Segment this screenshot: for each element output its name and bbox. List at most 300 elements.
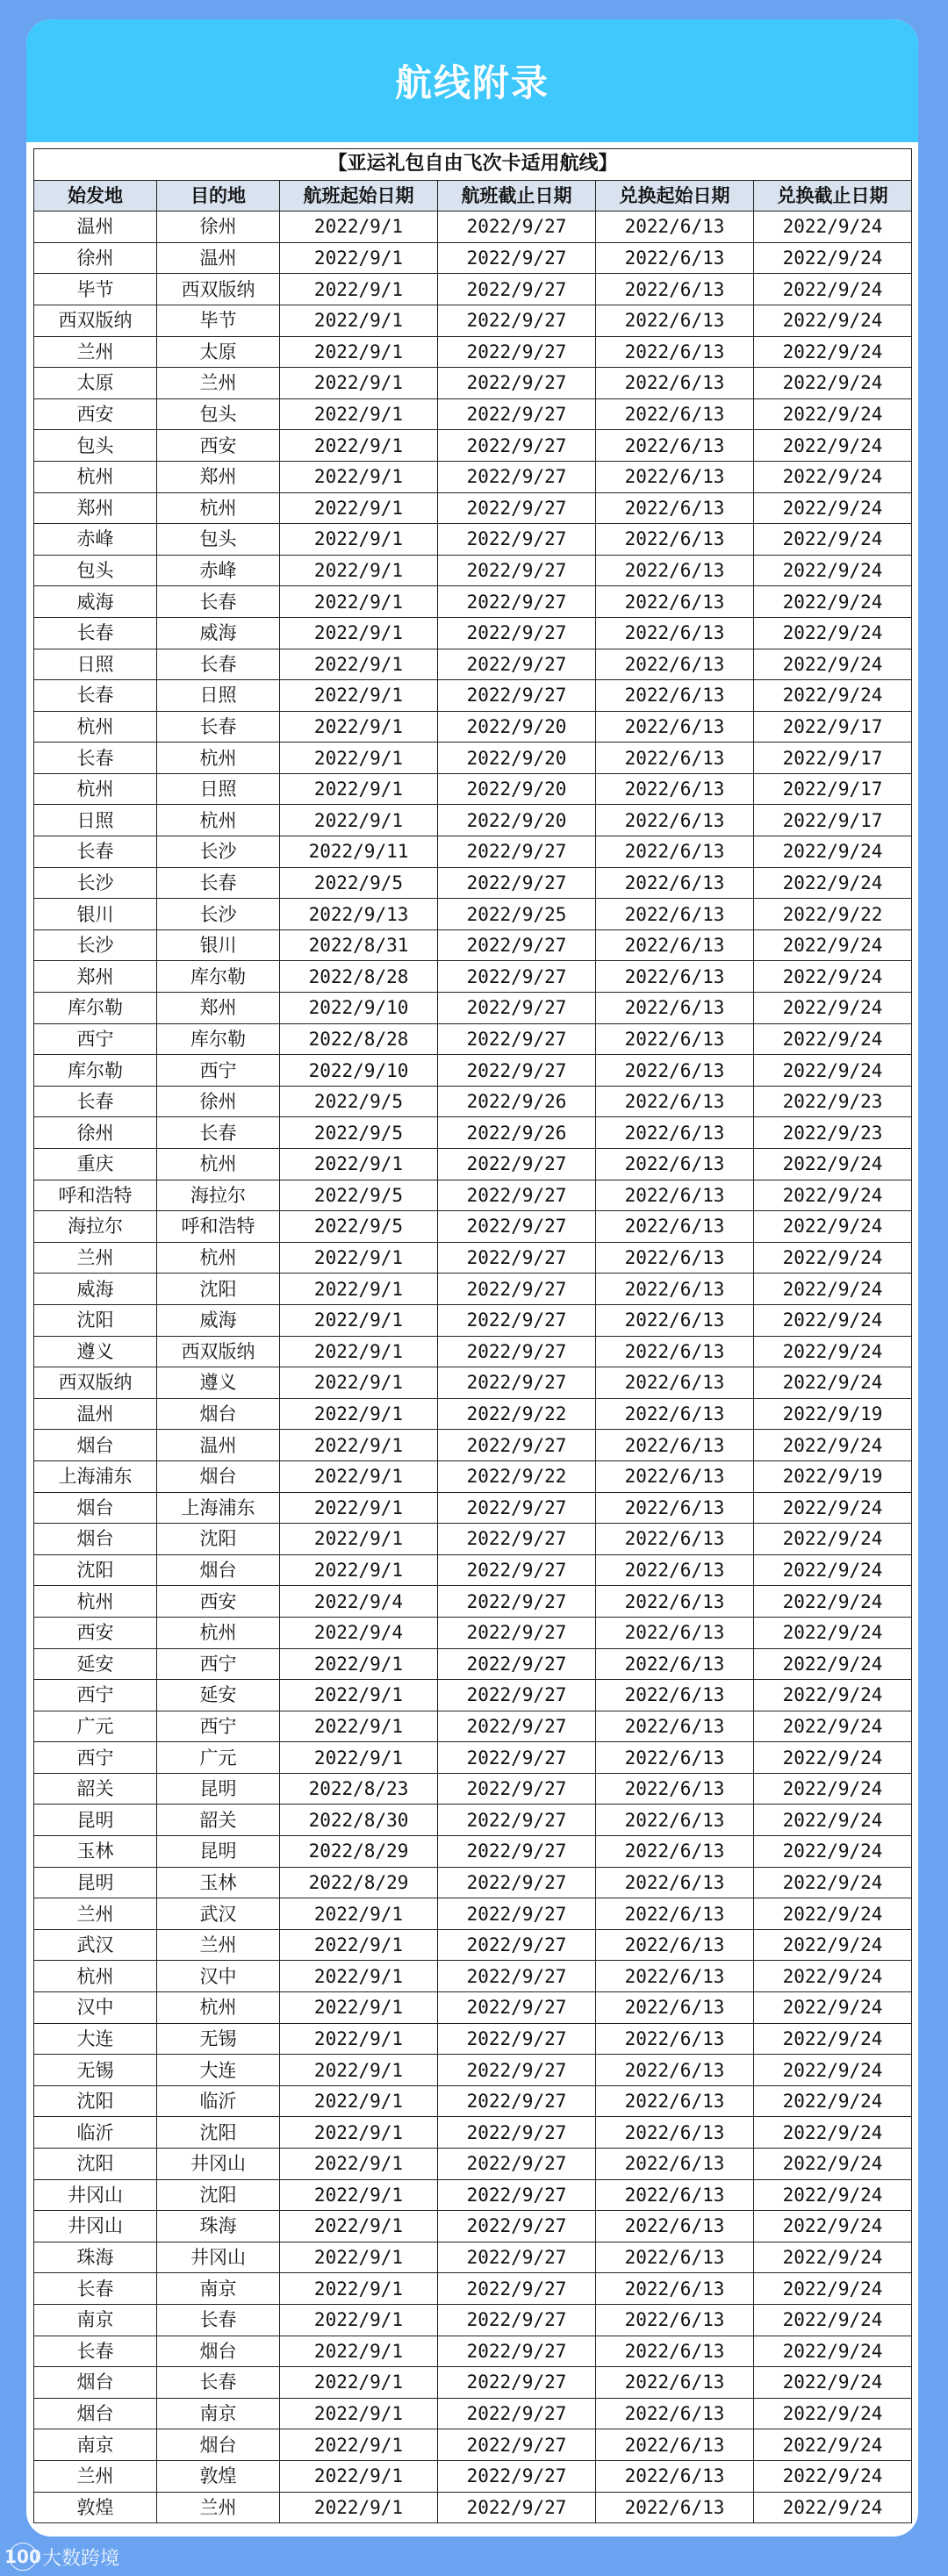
table-row	[34, 2149, 912, 2180]
table-row	[34, 836, 912, 868]
cell-destination: 温州	[157, 1430, 280, 1461]
cell-flight-end-date: 2022/9/27	[438, 1805, 596, 1836]
table-row	[34, 1211, 912, 1243]
cell-redeem-end-date: 2022/9/24	[754, 1836, 912, 1868]
cell-destination: 昆明	[157, 1836, 280, 1868]
cell-flight-end-date: 2022/9/27	[438, 492, 596, 524]
column-header-flight-start-date: 航班起始日期	[280, 180, 438, 212]
cell-flight-end-date: 2022/9/27	[438, 586, 596, 618]
cell-flight-start-date: 2022/9/1	[280, 2273, 438, 2305]
table-row	[34, 680, 912, 712]
table-row	[34, 743, 912, 774]
cell-redeem-end-date: 2022/9/24	[754, 555, 912, 586]
table-row	[34, 993, 912, 1024]
cell-origin: 西宁	[34, 1680, 157, 1711]
cell-flight-end-date: 2022/9/27	[438, 2304, 596, 2336]
cell-flight-start-date: 2022/9/1	[280, 1898, 438, 1930]
cell-destination: 遵义	[157, 1367, 280, 1399]
cell-origin: 临沂	[34, 2117, 157, 2149]
cell-destination: 杭州	[157, 492, 280, 524]
cell-redeem-end-date: 2022/9/24	[754, 242, 912, 274]
cell-redeem-end-date: 2022/9/24	[754, 2179, 912, 2211]
table-row	[34, 1929, 912, 1961]
cell-destination: 烟台	[157, 2336, 280, 2367]
cell-redeem-start-date: 2022/6/13	[596, 1149, 754, 1180]
table-title-row	[34, 149, 912, 181]
table-row	[34, 2242, 912, 2273]
cell-origin: 烟台	[34, 2367, 157, 2399]
cell-origin: 南京	[34, 2429, 157, 2461]
cell-origin: 徐州	[34, 1117, 157, 1149]
cell-redeem-start-date: 2022/6/13	[596, 1524, 754, 1555]
cell-origin: 呼和浩特	[34, 1180, 157, 1211]
cell-flight-end-date: 2022/9/27	[438, 2055, 596, 2086]
cell-flight-start-date: 2022/9/1	[280, 1742, 438, 1774]
cell-redeem-start-date: 2022/6/13	[596, 1180, 754, 1211]
cell-redeem-end-date: 2022/9/23	[754, 1086, 912, 1117]
cell-redeem-start-date: 2022/6/13	[596, 1086, 754, 1117]
cell-destination: 西双版纳	[157, 1336, 280, 1367]
table-row	[34, 1149, 912, 1180]
cell-origin: 昆明	[34, 1867, 157, 1898]
table-row	[34, 2085, 912, 2117]
watermark-text: 大数跨境	[42, 2547, 120, 2570]
cell-redeem-end-date: 2022/9/24	[754, 1617, 912, 1648]
cell-flight-end-date: 2022/9/27	[438, 1711, 596, 1742]
cell-destination: 徐州	[157, 1086, 280, 1117]
cell-redeem-end-date: 2022/9/24	[754, 2211, 912, 2242]
table-row	[34, 1711, 912, 1742]
cell-redeem-start-date: 2022/6/13	[596, 1274, 754, 1305]
cell-redeem-start-date: 2022/6/13	[596, 1742, 754, 1774]
cell-destination: 汉中	[157, 1961, 280, 1992]
cell-destination: 西安	[157, 1586, 280, 1618]
cell-flight-end-date: 2022/9/27	[438, 867, 596, 899]
cell-redeem-start-date: 2022/6/13	[596, 368, 754, 399]
cell-redeem-end-date: 2022/9/24	[754, 1149, 912, 1180]
cell-redeem-end-date: 2022/9/24	[754, 461, 912, 492]
cell-flight-end-date: 2022/9/27	[438, 1430, 596, 1461]
cell-flight-start-date: 2022/9/1	[280, 2149, 438, 2180]
table-row	[34, 212, 912, 243]
cell-flight-start-date: 2022/9/1	[280, 2211, 438, 2242]
table-row	[34, 1274, 912, 1305]
cell-destination: 敦煌	[157, 2460, 280, 2492]
cell-redeem-start-date: 2022/6/13	[596, 242, 754, 274]
cell-flight-end-date: 2022/9/27	[438, 1773, 596, 1805]
cell-redeem-end-date: 2022/9/24	[754, 2398, 912, 2429]
cell-redeem-start-date: 2022/6/13	[596, 711, 754, 743]
cell-destination: 呼和浩特	[157, 1211, 280, 1243]
cell-destination: 大连	[157, 2055, 280, 2086]
table-row	[34, 524, 912, 556]
cell-redeem-end-date: 2022/9/24	[754, 929, 912, 961]
cell-redeem-end-date: 2022/9/24	[754, 336, 912, 368]
cell-flight-end-date: 2022/9/27	[438, 993, 596, 1024]
cell-origin: 上海浦东	[34, 1460, 157, 1492]
cell-flight-end-date: 2022/9/27	[438, 1336, 596, 1367]
cell-redeem-end-date: 2022/9/24	[754, 2117, 912, 2149]
watermark	[4, 2543, 120, 2571]
cell-destination: 兰州	[157, 2492, 280, 2523]
table-row	[34, 492, 912, 524]
cell-flight-end-date: 2022/9/27	[438, 2492, 596, 2523]
cell-redeem-end-date: 2022/9/24	[754, 1992, 912, 2024]
cell-redeem-end-date: 2022/9/24	[754, 274, 912, 305]
cell-flight-end-date: 2022/9/27	[438, 836, 596, 868]
cell-redeem-start-date: 2022/6/13	[596, 2398, 754, 2429]
route-table	[33, 148, 912, 2523]
cell-flight-start-date: 2022/9/1	[280, 336, 438, 368]
cell-destination: 广元	[157, 1742, 280, 1774]
route-table-container	[33, 148, 911, 2523]
table-row	[34, 274, 912, 305]
cell-redeem-end-date: 2022/9/24	[754, 524, 912, 556]
cell-flight-end-date: 2022/9/27	[438, 1524, 596, 1555]
cell-redeem-end-date: 2022/9/19	[754, 1460, 912, 1492]
cell-flight-end-date: 2022/9/27	[438, 2336, 596, 2367]
cell-flight-start-date: 2022/9/1	[280, 1336, 438, 1367]
cell-destination: 长沙	[157, 899, 280, 930]
cell-flight-start-date: 2022/9/1	[280, 492, 438, 524]
cell-redeem-start-date: 2022/6/13	[596, 993, 754, 1024]
cell-flight-end-date: 2022/9/27	[438, 1492, 596, 1524]
cell-origin: 杭州	[34, 461, 157, 492]
cell-flight-end-date: 2022/9/26	[438, 1117, 596, 1149]
cell-origin: 沈阳	[34, 1554, 157, 1586]
cell-origin: 井冈山	[34, 2179, 157, 2211]
page-header	[26, 19, 918, 142]
cell-destination: 韶关	[157, 1805, 280, 1836]
cell-redeem-start-date: 2022/6/13	[596, 680, 754, 712]
cell-destination: 长春	[157, 867, 280, 899]
cell-origin: 长春	[34, 617, 157, 649]
table-row	[34, 1304, 912, 1336]
cell-redeem-end-date: 2022/9/24	[754, 1867, 912, 1898]
cell-origin: 兰州	[34, 1898, 157, 1930]
cell-flight-end-date: 2022/9/27	[438, 1898, 596, 1930]
cell-redeem-end-date: 2022/9/24	[754, 1023, 912, 1055]
cell-flight-end-date: 2022/9/27	[438, 1304, 596, 1336]
cell-redeem-start-date: 2022/6/13	[596, 2055, 754, 2086]
cell-redeem-start-date: 2022/6/13	[596, 1460, 754, 1492]
cell-redeem-start-date: 2022/6/13	[596, 1055, 754, 1087]
cell-redeem-start-date: 2022/6/13	[596, 773, 754, 805]
cell-destination: 长春	[157, 1117, 280, 1149]
table-row	[34, 1023, 912, 1055]
cell-origin: 徐州	[34, 242, 157, 274]
cell-origin: 烟台	[34, 1492, 157, 1524]
cell-destination: 临沂	[157, 2085, 280, 2117]
cell-flight-start-date: 2022/9/1	[280, 711, 438, 743]
cell-flight-end-date: 2022/9/27	[438, 1149, 596, 1180]
cell-redeem-end-date: 2022/9/24	[754, 305, 912, 336]
cell-destination: 日照	[157, 680, 280, 712]
cell-redeem-end-date: 2022/9/24	[754, 617, 912, 649]
cell-destination: 珠海	[157, 2211, 280, 2242]
cell-origin: 郑州	[34, 492, 157, 524]
cell-origin: 太原	[34, 368, 157, 399]
cell-flight-start-date: 2022/9/5	[280, 1180, 438, 1211]
cell-redeem-start-date: 2022/6/13	[596, 1117, 754, 1149]
cell-origin: 威海	[34, 1274, 157, 1305]
cell-flight-start-date: 2022/9/1	[280, 1149, 438, 1180]
cell-redeem-end-date: 2022/9/24	[754, 1929, 912, 1961]
cell-destination: 库尔勒	[157, 1023, 280, 1055]
cell-destination: 温州	[157, 242, 280, 274]
cell-flight-end-date: 2022/9/22	[438, 1460, 596, 1492]
cell-destination: 杭州	[157, 1992, 280, 2024]
cell-redeem-end-date: 2022/9/24	[754, 1492, 912, 1524]
cell-origin: 长春	[34, 1086, 157, 1117]
cell-destination: 井冈山	[157, 2149, 280, 2180]
cell-origin: 长春	[34, 836, 157, 868]
cell-redeem-start-date: 2022/6/13	[596, 836, 754, 868]
cell-destination: 长春	[157, 711, 280, 743]
cell-flight-start-date: 2022/9/1	[280, 555, 438, 586]
table-row	[34, 2304, 912, 2336]
cell-flight-start-date: 2022/9/1	[280, 2023, 438, 2055]
table-row	[34, 961, 912, 993]
cell-flight-end-date: 2022/9/27	[438, 961, 596, 993]
column-header-origin: 始发地	[34, 180, 157, 212]
cell-redeem-start-date: 2022/6/13	[596, 1773, 754, 1805]
column-header-redeem-start-date: 兑换起始日期	[596, 180, 754, 212]
table-row	[34, 929, 912, 961]
cell-redeem-start-date: 2022/6/13	[596, 305, 754, 336]
cell-redeem-start-date: 2022/6/13	[596, 617, 754, 649]
cell-flight-end-date: 2022/9/27	[438, 242, 596, 274]
cell-flight-start-date: 2022/8/28	[280, 961, 438, 993]
cell-flight-end-date: 2022/9/27	[438, 524, 596, 556]
cell-flight-end-date: 2022/9/20	[438, 711, 596, 743]
cell-origin: 温州	[34, 1398, 157, 1430]
cell-origin: 兰州	[34, 336, 157, 368]
cell-redeem-end-date: 2022/9/24	[754, 993, 912, 1024]
cell-flight-end-date: 2022/9/27	[438, 929, 596, 961]
cell-redeem-start-date: 2022/6/13	[596, 2304, 754, 2336]
cell-flight-start-date: 2022/9/1	[280, 2429, 438, 2461]
cell-origin: 日照	[34, 805, 157, 836]
cell-flight-end-date: 2022/9/27	[438, 2398, 596, 2429]
table-row	[34, 398, 912, 430]
cell-flight-start-date: 2022/9/1	[280, 1274, 438, 1305]
table-row	[34, 2273, 912, 2305]
cell-flight-end-date: 2022/9/27	[438, 1023, 596, 1055]
cell-flight-start-date: 2022/8/28	[280, 1023, 438, 1055]
cell-redeem-start-date: 2022/6/13	[596, 2336, 754, 2367]
cell-flight-start-date: 2022/9/1	[280, 1961, 438, 1992]
cell-origin: 西宁	[34, 1742, 157, 1774]
cell-destination: 延安	[157, 1680, 280, 1711]
cell-origin: 广元	[34, 1711, 157, 1742]
cell-redeem-start-date: 2022/6/13	[596, 336, 754, 368]
cell-redeem-start-date: 2022/6/13	[596, 1836, 754, 1868]
cell-origin: 无锡	[34, 2055, 157, 2086]
cell-origin: 汉中	[34, 1992, 157, 2024]
cell-flight-start-date: 2022/9/1	[280, 2492, 438, 2523]
table-row	[34, 2398, 912, 2429]
cell-redeem-end-date: 2022/9/19	[754, 1398, 912, 1430]
cell-flight-end-date: 2022/9/27	[438, 2179, 596, 2211]
cell-redeem-end-date: 2022/9/24	[754, 1805, 912, 1836]
table-row	[34, 1336, 912, 1367]
cell-redeem-start-date: 2022/6/13	[596, 1398, 754, 1430]
cell-flight-start-date: 2022/9/10	[280, 993, 438, 1024]
cell-redeem-end-date: 2022/9/24	[754, 1586, 912, 1618]
cell-redeem-end-date: 2022/9/24	[754, 1180, 912, 1211]
cell-flight-end-date: 2022/9/27	[438, 1992, 596, 2024]
table-row	[34, 1898, 912, 1930]
cell-redeem-end-date: 2022/9/24	[754, 2242, 912, 2273]
cell-redeem-start-date: 2022/6/13	[596, 1211, 754, 1243]
cell-redeem-start-date: 2022/6/13	[596, 1367, 754, 1399]
cell-redeem-start-date: 2022/6/13	[596, 274, 754, 305]
cell-origin: 西安	[34, 398, 157, 430]
cell-flight-start-date: 2022/9/1	[280, 242, 438, 274]
cell-origin: 西安	[34, 1617, 157, 1648]
cell-destination: 徐州	[157, 212, 280, 243]
cell-origin: 长春	[34, 743, 157, 774]
cell-flight-start-date: 2022/8/29	[280, 1867, 438, 1898]
table-row	[34, 2211, 912, 2242]
cell-flight-end-date: 2022/9/27	[438, 1554, 596, 1586]
cell-origin: 银川	[34, 899, 157, 930]
cell-destination: 郑州	[157, 461, 280, 492]
watermark-logo-icon: 100	[9, 2543, 37, 2571]
cell-destination: 烟台	[157, 2429, 280, 2461]
cell-redeem-end-date: 2022/9/24	[754, 1554, 912, 1586]
table-row	[34, 1836, 912, 1868]
cell-flight-start-date: 2022/9/4	[280, 1586, 438, 1618]
cell-flight-end-date: 2022/9/27	[438, 1867, 596, 1898]
cell-flight-start-date: 2022/9/1	[280, 1304, 438, 1336]
cell-origin: 杭州	[34, 1586, 157, 1618]
cell-redeem-start-date: 2022/6/13	[596, 1648, 754, 1680]
cell-flight-start-date: 2022/9/1	[280, 743, 438, 774]
table-row	[34, 2055, 912, 2086]
table-row	[34, 368, 912, 399]
cell-redeem-start-date: 2022/6/13	[596, 649, 754, 680]
cell-flight-start-date: 2022/9/1	[280, 461, 438, 492]
table-row	[34, 1805, 912, 1836]
table-row	[34, 430, 912, 462]
table-row	[34, 1867, 912, 1898]
table-row	[34, 1961, 912, 1992]
cell-destination: 包头	[157, 398, 280, 430]
cell-flight-start-date: 2022/9/1	[280, 2085, 438, 2117]
cell-origin: 沈阳	[34, 1304, 157, 1336]
cell-redeem-start-date: 2022/6/13	[596, 2429, 754, 2461]
cell-redeem-end-date: 2022/9/24	[754, 1211, 912, 1243]
cell-flight-start-date: 2022/9/1	[280, 2179, 438, 2211]
cell-destination: 沈阳	[157, 2117, 280, 2149]
cell-flight-end-date: 2022/9/27	[438, 555, 596, 586]
cell-redeem-end-date: 2022/9/24	[754, 1367, 912, 1399]
cell-destination: 杭州	[157, 1149, 280, 1180]
cell-origin: 重庆	[34, 1149, 157, 1180]
cell-redeem-end-date: 2022/9/22	[754, 899, 912, 930]
cell-flight-end-date: 2022/9/27	[438, 617, 596, 649]
cell-redeem-start-date: 2022/6/13	[596, 2023, 754, 2055]
cell-origin: 西宁	[34, 1023, 157, 1055]
cell-redeem-end-date: 2022/9/17	[754, 743, 912, 774]
cell-redeem-start-date: 2022/6/13	[596, 1336, 754, 1367]
cell-destination: 长春	[157, 586, 280, 618]
cell-redeem-end-date: 2022/9/24	[754, 1242, 912, 1274]
cell-destination: 毕节	[157, 305, 280, 336]
cell-flight-start-date: 2022/9/1	[280, 1367, 438, 1399]
cell-redeem-start-date: 2022/6/13	[596, 1805, 754, 1836]
cell-flight-start-date: 2022/9/13	[280, 899, 438, 930]
cell-flight-end-date: 2022/9/27	[438, 1929, 596, 1961]
column-header-row	[34, 180, 912, 212]
cell-redeem-start-date: 2022/6/13	[596, 899, 754, 930]
cell-flight-start-date: 2022/9/1	[280, 1992, 438, 2024]
cell-flight-start-date: 2022/9/1	[280, 649, 438, 680]
cell-destination: 威海	[157, 1304, 280, 1336]
cell-redeem-end-date: 2022/9/24	[754, 1711, 912, 1742]
cell-origin: 井冈山	[34, 2211, 157, 2242]
cell-destination: 兰州	[157, 368, 280, 399]
cell-redeem-end-date: 2022/9/24	[754, 836, 912, 868]
cell-redeem-start-date: 2022/6/13	[596, 1492, 754, 1524]
cell-origin: 延安	[34, 1648, 157, 1680]
cell-redeem-start-date: 2022/6/13	[596, 492, 754, 524]
table-row	[34, 2492, 912, 2523]
table-row	[34, 773, 912, 805]
cell-flight-start-date: 2022/9/1	[280, 1711, 438, 1742]
cell-flight-end-date: 2022/9/27	[438, 398, 596, 430]
cell-redeem-start-date: 2022/6/13	[596, 586, 754, 618]
cell-flight-start-date: 2022/9/4	[280, 1617, 438, 1648]
cell-redeem-start-date: 2022/6/13	[596, 1554, 754, 1586]
cell-redeem-start-date: 2022/6/13	[596, 1898, 754, 1930]
table-row	[34, 899, 912, 930]
cell-flight-end-date: 2022/9/27	[438, 2367, 596, 2399]
cell-flight-start-date: 2022/9/1	[280, 1554, 438, 1586]
cell-flight-end-date: 2022/9/27	[438, 2117, 596, 2149]
table-row	[34, 1524, 912, 1555]
cell-redeem-start-date: 2022/6/13	[596, 430, 754, 462]
route-appendix-card	[26, 19, 918, 2537]
cell-redeem-end-date: 2022/9/24	[754, 649, 912, 680]
cell-flight-start-date: 2022/9/1	[280, 586, 438, 618]
cell-flight-start-date: 2022/8/31	[280, 929, 438, 961]
table-row	[34, 1367, 912, 1399]
cell-redeem-start-date: 2022/6/13	[596, 2149, 754, 2180]
cell-redeem-end-date: 2022/9/24	[754, 2492, 912, 2523]
cell-flight-start-date: 2022/9/1	[280, 2055, 438, 2086]
table-row	[34, 617, 912, 649]
cell-origin: 武汉	[34, 1929, 157, 1961]
cell-flight-start-date: 2022/9/1	[280, 524, 438, 556]
cell-flight-start-date: 2022/9/1	[280, 2242, 438, 2273]
cell-origin: 沈阳	[34, 2085, 157, 2117]
cell-flight-start-date: 2022/8/23	[280, 1773, 438, 1805]
table-row	[34, 711, 912, 743]
table-row	[34, 2179, 912, 2211]
table-row	[34, 555, 912, 586]
table-row	[34, 1617, 912, 1648]
table-row	[34, 1460, 912, 1492]
cell-flight-end-date: 2022/9/27	[438, 2211, 596, 2242]
cell-flight-start-date: 2022/9/1	[280, 1242, 438, 1274]
cell-flight-start-date: 2022/9/1	[280, 805, 438, 836]
cell-flight-start-date: 2022/9/10	[280, 1055, 438, 1087]
cell-destination: 西安	[157, 430, 280, 462]
cell-destination: 玉林	[157, 1867, 280, 1898]
